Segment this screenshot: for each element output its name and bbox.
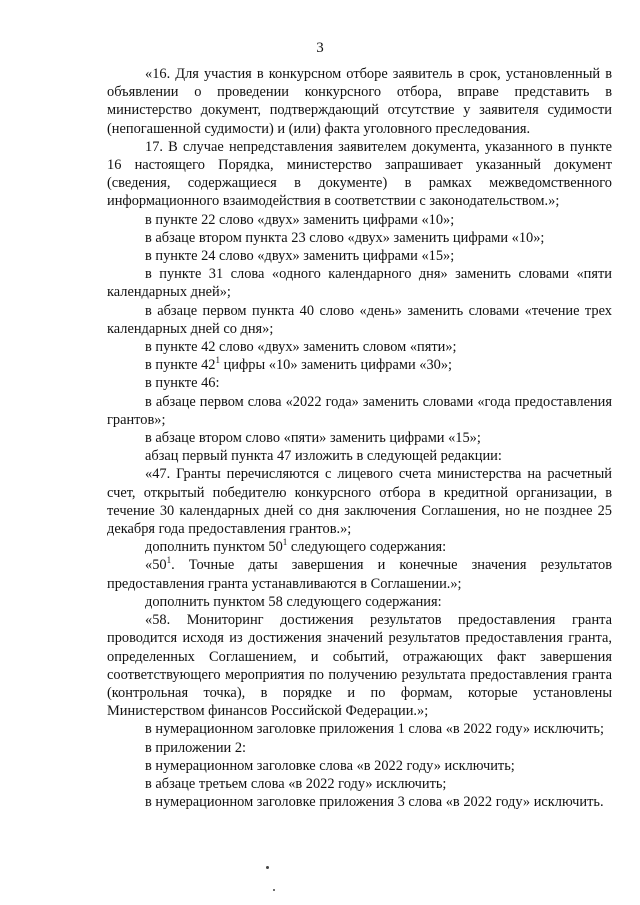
amendment-point-31: в пункте 31 слова «одного календарного дня» заменить словами «пяти календарных дней»; xyxy=(107,266,612,301)
document-body xyxy=(107,65,612,811)
amendment-point-24: в пункте 24 слово «двух» заменить цифрами «15»; xyxy=(145,248,455,265)
text-fragment: цифры «10» заменить цифрами «30»; xyxy=(219,357,453,374)
amendment-appendix-2: в приложении 2: xyxy=(145,739,247,756)
amendment-appendix-2-heading: в нумерационном заголовке слова «в 2022 году» исключить; xyxy=(145,757,515,774)
paragraph-47-text: «47. Гранты перечисляются с лицевого счета министерства на расчетный счет, открытый победителю конкурсного отбора в кредитной организации, в течение 30 календарных дней со дня заключения Соглашения, но не позднее 25 декабря года предоставления грантов.»; xyxy=(107,466,612,538)
amendment-appendix-3: в нумерационном заголовке приложения 3 слова «в 2022 году» исключить. xyxy=(145,794,604,811)
text-fragment: в пункте 42 xyxy=(145,357,216,374)
amendment-point-47: абзац первый пункта 47 изложить в следующей редакции: xyxy=(145,448,502,465)
superscript: 1 xyxy=(215,355,220,366)
text-fragment: «50 xyxy=(145,557,167,574)
amendment-point-42-1 xyxy=(107,356,612,374)
amendment-point-46: в пункте 46: xyxy=(145,375,220,392)
text-fragment: дополнить пунктом 50 xyxy=(145,539,283,556)
scan-speck xyxy=(266,866,269,869)
scan-speck xyxy=(273,889,275,891)
paragraph-58-text: «58. Мониторинг достижения результатов предоставления гранта проводится исходя из достижения значений результатов предоставления гранта, определенных Соглашением, и событий, отражающих факт завершения соответствующего мероприятия по получению результата предоставления гранта (контрольная точка), в порядке и по формам, которые установлены Министерством финансов Российской Федерации.»; xyxy=(107,612,612,720)
amendment-point-23: в абзаце втором пункта 23 слово «двух» заменить цифрами «10»; xyxy=(145,229,545,246)
amendment-add-58: дополнить пунктом 58 следующего содержания: xyxy=(145,593,442,610)
amendment-46-second-paragraph: в абзаце втором слово «пяти» заменить цифрами «15»; xyxy=(145,430,481,447)
paragraph-50-1-text xyxy=(107,556,612,592)
amendment-point-22: в пункте 22 слово «двух» заменить цифрами «10»; xyxy=(145,211,455,228)
amendment-point-42: в пункте 42 слово «двух» заменить словом «пяти»; xyxy=(145,339,457,356)
page-number: 3 xyxy=(316,40,324,56)
superscript: 1 xyxy=(166,555,172,566)
amendment-appendix-1: в нумерационном заголовке приложения 1 слова «в 2022 году» исключить; xyxy=(145,721,604,738)
amendment-point-40: в абзаце первом пункта 40 слово «день» заменить словами «течение трех календарных дней со дня»; xyxy=(107,302,612,337)
amendment-46-first-paragraph: в абзаце первом слова «2022 года» заменить словами «года предоставления грантов»; xyxy=(107,393,612,428)
text-fragment: следующего содержания: xyxy=(287,539,447,556)
amendment-add-50-1 xyxy=(107,538,612,556)
amendment-appendix-2-third-paragraph: в абзаце третьем слова «в 2022 году» исключить; xyxy=(145,775,447,792)
paragraph-16: «16. Для участия в конкурсном отборе заявитель в срок, установленный в объявлении о проведении конкурсного отбора, вправе представить в министерство документ, подтверждающий отсутствие у заявителя судимости (непогашенной судимости) и (или) факта уголовного преследования. xyxy=(107,66,612,137)
text-fragment: . Точные даты завершения и конечные значения результатов предоставления гранта устанавливаются в Соглашении.»; xyxy=(107,557,612,592)
superscript: 1 xyxy=(282,537,288,548)
paragraph-17: 17. В случае непредставления заявителем документа, указанного в пункте 16 настоящего Порядка, министерство запрашивает указанный документ (сведения, содержащиеся в документе) в рамках межведомственного информационного взаимодействия в соответствии с законодательством.»; xyxy=(107,138,612,210)
